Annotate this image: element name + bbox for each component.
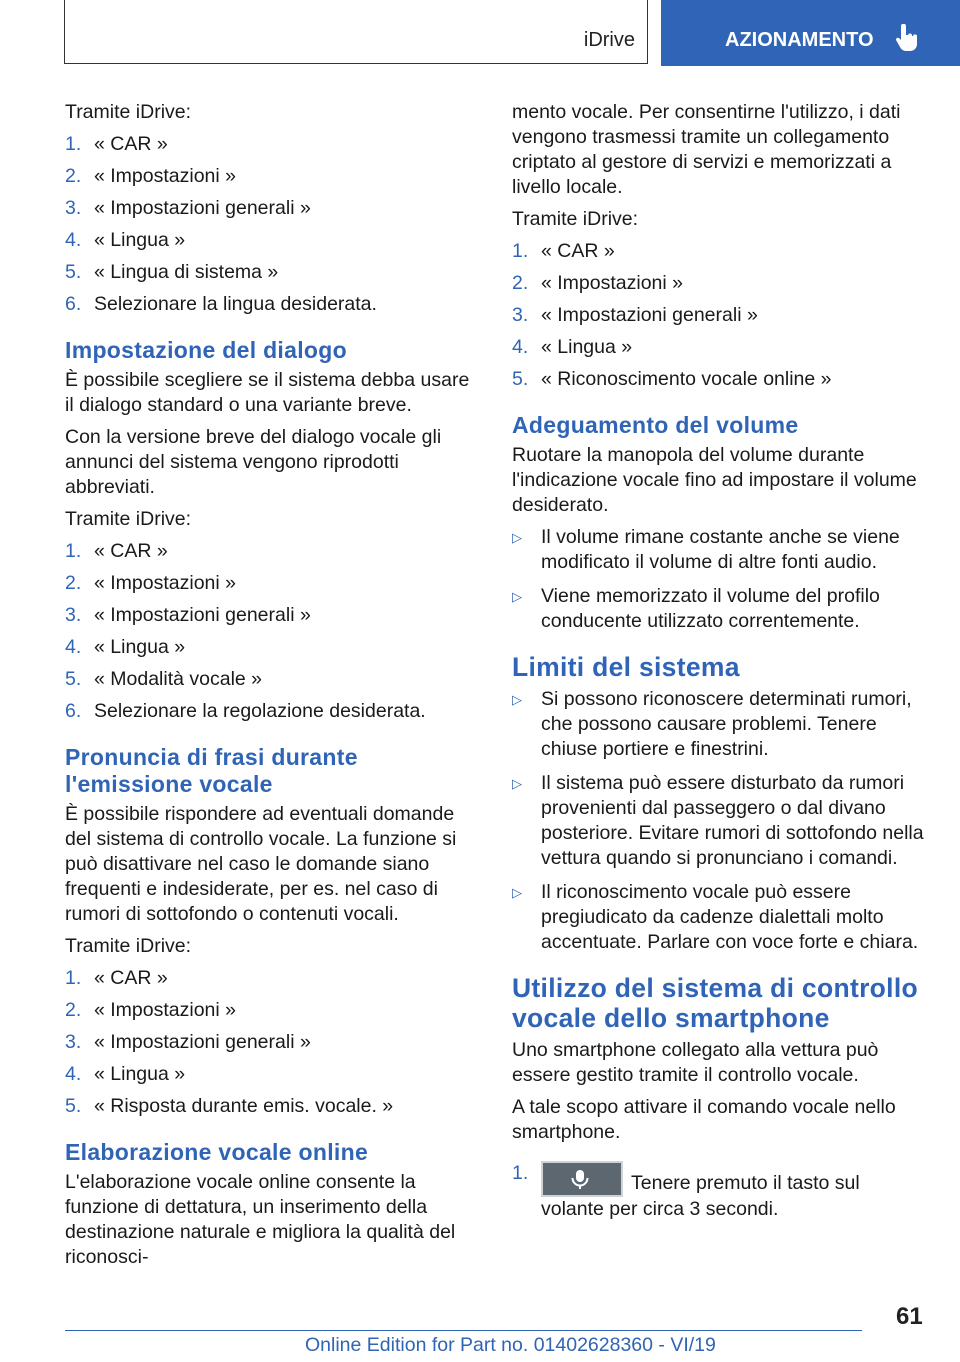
list-number: 3. [65, 1031, 82, 1053]
paragraph: È possibile scegliere se il sistema debba usare il dialogo standard o una variante breve. [65, 369, 470, 416]
list-text: « CAR » [541, 240, 615, 262]
list-text: « Lingua di sistema » [94, 261, 279, 283]
list-item [65, 1030, 480, 1055]
list-number: 3. [65, 604, 82, 626]
header-tab-azionamento [661, 0, 960, 66]
list-text: « Impostazioni generali » [94, 604, 311, 626]
microphone-icon [541, 1161, 623, 1197]
list-text: « Impostazioni generali » [94, 197, 311, 219]
list-text: « Lingua » [94, 636, 186, 658]
footer-divider [65, 1330, 862, 1331]
header-tab-azionamento-label: AZIONAMENTO [725, 29, 874, 51]
paragraph: L'elaborazione vocale online consente la funzione di dettatura, un inserimento della destinazione naturale e migliora la qualità del riconosci- [65, 1171, 456, 1268]
step-text: Tenere premuto il tasto sul volante per circa 3 secondi. [541, 1172, 860, 1220]
left-column [65, 100, 480, 1277]
list-item [65, 699, 480, 724]
list-text: « Impostazioni » [94, 999, 236, 1021]
section-heading-limiti: Limiti del sistema [512, 652, 740, 682]
list-item [65, 228, 480, 253]
bullet-text: Il volume rimane costante anche se viene modificato il volume di altre fonti audio. [541, 526, 900, 573]
numbered-list [65, 966, 480, 1119]
hand-pointer-icon [895, 24, 917, 52]
paragraph: Uno smartphone collegato alla vettura può essere gestito tramite il controllo vocale. [512, 1039, 879, 1086]
list-item [65, 539, 480, 564]
list-number: 2. [65, 572, 82, 594]
numbered-list [512, 239, 927, 392]
list-number: 4. [65, 1063, 82, 1085]
footer-edition: Online Edition for Part no. 01402628360 - VI/19 [305, 1334, 716, 1356]
list-number: 1. [512, 240, 529, 262]
list-text: « CAR » [94, 133, 168, 155]
paragraph: Con la versione breve del dialogo vocale gli annunci del sistema vengono riprodotti abbreviati. [65, 426, 442, 498]
bullet-list [512, 687, 927, 955]
bullet-text: Si possono riconoscere determinati rumori, che possono causare problemi. Tenere chiuse portiere e finestrini. [541, 688, 912, 760]
list-item [512, 239, 927, 264]
paragraph: mento vocale. Per consentirne l'utilizzo, i dati vengono trasmessi tramite un collegamento criptato al gestore di servizi e memorizzati a livello locale. [512, 101, 901, 198]
triangle-right-icon: ▷ [512, 589, 522, 604]
list-number: 1. [65, 540, 82, 562]
paragraph: Ruotare la manopola del volume durante l'indicazione vocale fino ad impostare il volume desiderato. [512, 444, 917, 516]
numbered-list [65, 132, 480, 317]
list-item [65, 635, 480, 660]
list-text: Selezionare la regolazione desiderata. [94, 700, 426, 722]
list-text: « Modalità vocale » [94, 668, 263, 690]
list-item [65, 164, 480, 189]
header-tab-idrive [64, 0, 648, 64]
list-item [512, 335, 927, 360]
list-item [65, 667, 480, 692]
bullet-text: Il sistema può essere disturbato da rumori provenienti dal passeggero o dal divano posteriore. Evitare rumori di sottofondo nella vettura quando si pronunciano i comandi. [541, 772, 924, 869]
section-heading-online: Elaborazione vocale online [65, 1139, 369, 1165]
triangle-right-icon: ▷ [512, 692, 522, 707]
intro-text: Tramite iDrive: [65, 508, 192, 530]
page-header [0, 0, 960, 66]
list-number: 1. [512, 1162, 529, 1184]
bullet-item [512, 771, 927, 871]
list-text: Selezionare la lingua desiderata. [94, 293, 377, 315]
paragraph: È possibile rispondere ad eventuali domande del sistema di controllo vocale. La funzione si può disattivare nel caso le domande siano frequenti e indesiderate, per es. nel caso di rumori di sottofondo o contenuti vocali. [65, 803, 457, 925]
list-text: « Impostazioni » [541, 272, 683, 294]
list-item [512, 367, 927, 392]
section-heading-pronuncia: Pronuncia di frasi durante l'emissione vocale [65, 744, 358, 797]
list-item [512, 271, 927, 296]
list-number: 5. [65, 1095, 82, 1117]
bullet-item [512, 525, 927, 575]
list-number: 5. [512, 368, 529, 390]
section-heading-volume: Adeguamento del volume [512, 412, 799, 438]
list-number: 6. [65, 700, 82, 722]
intro-text: Tramite iDrive: [65, 101, 192, 123]
triangle-right-icon: ▷ [512, 530, 522, 545]
list-number: 6. [65, 293, 82, 315]
list-number: 5. [65, 261, 82, 283]
bullet-item [512, 880, 927, 955]
list-item [65, 1094, 480, 1119]
list-number: 1. [65, 967, 82, 989]
list-number: 2. [65, 165, 82, 187]
step-content [541, 1161, 927, 1222]
list-item [65, 998, 480, 1023]
section-heading-dialogo: Impostazione del dialogo [65, 337, 347, 363]
list-text: « Riconoscimento vocale online » [541, 368, 832, 390]
list-item [65, 1062, 480, 1087]
bullet-list [512, 525, 927, 634]
list-text: « Impostazioni generali » [541, 304, 758, 326]
list-item [65, 292, 480, 317]
list-item [65, 571, 480, 596]
list-number: 3. [65, 197, 82, 219]
right-column [512, 100, 927, 1229]
list-number: 1. [65, 133, 82, 155]
bullet-text: Il riconoscimento vocale può essere pregiudicato da cadenze dialettali molto accentuate. Parlare con voce forte e chiara. [541, 881, 919, 953]
list-text: « Impostazioni » [94, 572, 236, 594]
triangle-right-icon: ▷ [512, 885, 522, 900]
list-text: « Lingua » [94, 229, 186, 251]
list-text: « Impostazioni » [94, 165, 236, 187]
list-number: 5. [65, 668, 82, 690]
intro-text: Tramite iDrive: [512, 208, 639, 230]
list-item [65, 966, 480, 991]
triangle-right-icon: ▷ [512, 776, 522, 791]
list-item [65, 196, 480, 221]
list-number: 3. [512, 304, 529, 326]
list-text: « CAR » [94, 540, 168, 562]
header-tab-idrive-label: iDrive [583, 29, 635, 51]
list-item [65, 260, 480, 285]
list-number: 2. [512, 272, 529, 294]
bullet-text: Viene memorizzato il volume del profilo conducente utilizzato correntemente. [541, 585, 880, 632]
list-item [512, 303, 927, 328]
page-number: 61 [896, 1303, 923, 1330]
list-number: 4. [65, 636, 82, 658]
list-number: 4. [65, 229, 82, 251]
bullet-item [512, 584, 927, 634]
list-number: 4. [512, 336, 529, 358]
intro-text: Tramite iDrive: [65, 935, 192, 957]
step-item [512, 1161, 927, 1222]
list-item [65, 132, 480, 157]
list-number: 2. [65, 999, 82, 1021]
list-text: « CAR » [94, 967, 168, 989]
paragraph: A tale scopo attivare il comando vocale nello smartphone. [512, 1096, 896, 1143]
numbered-list [65, 539, 480, 724]
list-text: « Risposta durante emis. vocale. » [94, 1095, 394, 1117]
section-heading-smartphone: Utilizzo del sistema di controllo vocale dello smartphone [512, 973, 918, 1033]
bullet-item [512, 687, 927, 762]
list-text: « Lingua » [541, 336, 633, 358]
list-text: « Lingua » [94, 1063, 186, 1085]
list-text: « Impostazioni generali » [94, 1031, 311, 1053]
list-item [65, 603, 480, 628]
